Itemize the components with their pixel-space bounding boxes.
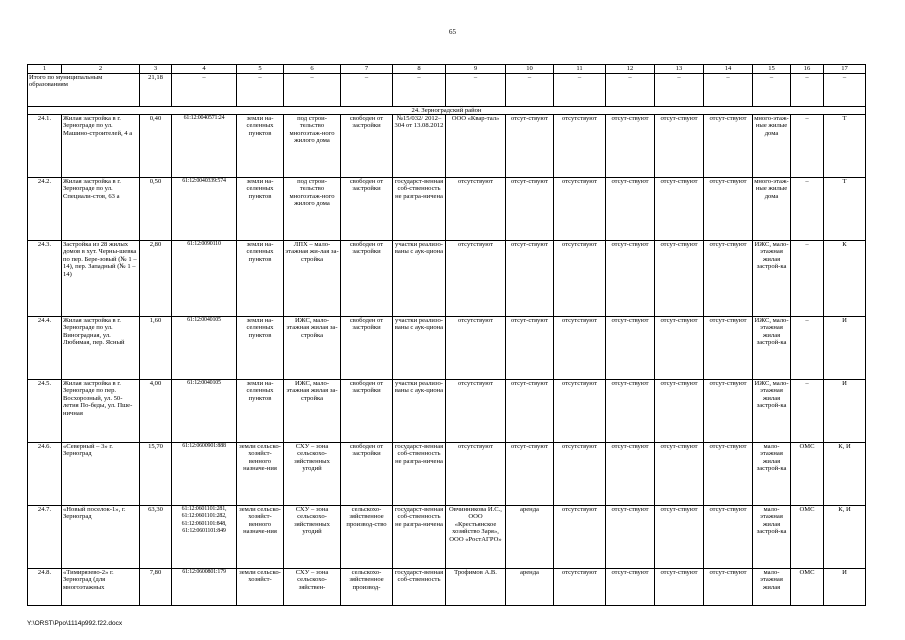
table-cell-col14: отсут-ствуют xyxy=(704,569,753,606)
table-cell-col16: – xyxy=(791,241,824,317)
table-cell-col5: земли на-селенных пунктов xyxy=(237,241,284,317)
table-row xyxy=(28,241,866,317)
table-cell-col1: 24.3. xyxy=(28,241,62,317)
table-cell-col11: отсутствуют xyxy=(554,506,606,569)
table-cell-col17: Т xyxy=(824,178,866,241)
total-dash: – xyxy=(393,74,446,107)
table-cell-col10: аренда xyxy=(506,506,554,569)
table-row xyxy=(28,443,866,506)
table-cell-col17: К, И xyxy=(824,443,866,506)
total-dash: – xyxy=(284,74,341,107)
table-cell-col11: отсутствуют xyxy=(554,443,606,506)
table-cell-col16: – xyxy=(791,115,824,178)
table-row xyxy=(28,115,866,178)
table-row xyxy=(28,317,866,380)
total-dash: – xyxy=(606,74,655,107)
section-title: 24. Зерноградский район xyxy=(28,107,866,115)
table-cell-col6: под строи-тельство многоэтаж-ного жилого дома xyxy=(284,178,341,241)
table-cell-col13: отсут-ствуют xyxy=(655,443,704,506)
table-cell-col3: 15,70 xyxy=(140,443,172,506)
table-cell-col12: отсут-ствуют xyxy=(606,241,655,317)
table-row xyxy=(28,506,866,569)
table-row xyxy=(28,178,866,241)
table-cell-col7: свободен от застройки xyxy=(341,380,393,443)
table-cell-col16: ОМС xyxy=(791,506,824,569)
table-cell-col17: Т xyxy=(824,115,866,178)
total-dash: – xyxy=(506,74,554,107)
table-cell-col17: И xyxy=(824,569,866,606)
col-header: 1 xyxy=(28,65,62,74)
table-cell-col13: отсут-ствуют xyxy=(655,569,704,606)
table-cell-col2: Жилая застройка в г. Зернограде по ул. Машино-строителей, 4 а xyxy=(62,115,140,178)
table-cell-col6: под строи-тельство многоэтаж-ного жилого дома xyxy=(284,115,341,178)
total-row xyxy=(28,74,866,107)
table-cell-col15: ИЖС, мало-этажная жилая застрой-ка xyxy=(753,241,791,317)
table-cell-col15: ИЖС, мало-этажная жилая застрой-ка xyxy=(753,317,791,380)
table-cell-col11: отсутствуют xyxy=(554,380,606,443)
table-cell-col16: – xyxy=(791,317,824,380)
table-cell-col15: много-этаж-ные жилые дома xyxy=(753,115,791,178)
table-cell-col4: 61:12:0090110 xyxy=(172,241,237,317)
table-cell-col14: отсут-ствуют xyxy=(704,380,753,443)
table-cell-col7: свободен от застройки xyxy=(341,241,393,317)
table-cell-col14: отсут-ствуют xyxy=(704,178,753,241)
table-cell-col17: К, И xyxy=(824,506,866,569)
table-cell-col8: государст-венная соб-ственность xyxy=(393,569,446,606)
table-cell-col4: 61:12:0040339:574 xyxy=(172,178,237,241)
table-cell-col16: – xyxy=(791,178,824,241)
table-cell-col1: 24.1. xyxy=(28,115,62,178)
total-dash: – xyxy=(655,74,704,107)
table-cell-col10: отсут-ствуют xyxy=(506,115,554,178)
table-cell-col8: участки реализо-ваны с аук-циона xyxy=(393,241,446,317)
total-dash: – xyxy=(791,74,824,107)
table-cell-col8: №15/032/ 2012–304 от 13.08.2012 xyxy=(393,115,446,178)
table-cell-col12: отсут-ствуют xyxy=(606,317,655,380)
table-cell-col5: земли сельско-хозяйст-венного назначе-ния xyxy=(237,443,284,506)
table-cell-col8: государст-венная соб-ственность не разгра-ничена xyxy=(393,178,446,241)
table-cell-col9: отсутствуют xyxy=(446,241,506,317)
table-cell-col4: 61:12:0601101:281, 61:12:0601101:282, 61:12:0601101:848, 61:12:0601101:849 xyxy=(172,506,237,569)
table-cell-col7: свободен от застройки xyxy=(341,178,393,241)
table-cell-col10: отсут-ствуют xyxy=(506,241,554,317)
table-cell-col13: отсут-ствуют xyxy=(655,178,704,241)
table-cell-col4: 61:12:0600901:888 xyxy=(172,443,237,506)
page-number: 65 xyxy=(449,28,456,36)
table-cell-col3: 63,30 xyxy=(140,506,172,569)
col-header: 11 xyxy=(554,65,606,74)
table-cell-col11: отсутствуют xyxy=(554,241,606,317)
table-row xyxy=(28,569,866,606)
table-cell-col15: мало-этажная жилая xyxy=(753,569,791,606)
table-cell-col13: отсут-ствуют xyxy=(655,317,704,380)
table-cell-col16: – xyxy=(791,380,824,443)
table-cell-col1: 24.6. xyxy=(28,443,62,506)
table-cell-col1: 24.2. xyxy=(28,178,62,241)
table-cell-col13: отсут-ствуют xyxy=(655,506,704,569)
table-cell-col10: отсут-ствуют xyxy=(506,317,554,380)
table-cell-col17: И xyxy=(824,380,866,443)
col-header: 7 xyxy=(341,65,393,74)
table-cell-col9: отсутствуют xyxy=(446,178,506,241)
table-cell-col6: ИЖС, мало-этажная жилая за-стройка xyxy=(284,380,341,443)
table-cell-col14: отсут-ствуют xyxy=(704,115,753,178)
total-dash: – xyxy=(554,74,606,107)
total-dash: – xyxy=(237,74,284,107)
table-cell-col6: ИЖС, мало-этажная жилая за-стройка xyxy=(284,317,341,380)
table-cell-col15: много-этаж-ные жилые дома xyxy=(753,178,791,241)
table-cell-col11: отсутствуют xyxy=(554,115,606,178)
col-header: 5 xyxy=(237,65,284,74)
col-header: 13 xyxy=(655,65,704,74)
table-cell-col10: отсут-ствуют xyxy=(506,380,554,443)
table-cell-col3: 7,80 xyxy=(140,569,172,606)
table-cell-col11: отсутствуют xyxy=(554,178,606,241)
table-cell-col9: отсутствуют xyxy=(446,380,506,443)
table-cell-col8: участки реализо-ваны с аук-циона xyxy=(393,380,446,443)
table-cell-col3: 4,00 xyxy=(140,380,172,443)
table-cell-col7: сельскохо-зяйственное производ- xyxy=(341,569,393,606)
table-cell-col3: 1,60 xyxy=(140,317,172,380)
table-cell-col5: земли на-селенных пунктов xyxy=(237,380,284,443)
table-cell-col14: отсут-ствуют xyxy=(704,443,753,506)
table-cell-col9: отсутствуют xyxy=(446,443,506,506)
table-cell-col2: «Тимирязево-2» г. Зерноград (для многоэтажных xyxy=(62,569,140,606)
total-label: Итого по муниципальным образованиям xyxy=(28,74,140,107)
table-cell-col1: 24.7. xyxy=(28,506,62,569)
table-cell-col7: свободен от застройки xyxy=(341,115,393,178)
table-cell-col16: ОМС xyxy=(791,569,824,606)
table-cell-col12: отсут-ствуют xyxy=(606,178,655,241)
table-cell-col12: отсут-ствуют xyxy=(606,380,655,443)
table-cell-col5: земли на-селенных пунктов xyxy=(237,115,284,178)
land-plots-table xyxy=(27,64,866,606)
total-dash: – xyxy=(341,74,393,107)
table-cell-col10: отсут-ствуют xyxy=(506,178,554,241)
table-cell-col10: отсут-ствуют xyxy=(506,443,554,506)
table-cell-col13: отсут-ствуют xyxy=(655,380,704,443)
col-header: 14 xyxy=(704,65,753,74)
file-path-footer: Y:\ORST\Ppo\1114p992.f22.docx xyxy=(27,620,123,627)
table-cell-col8: государст-венная соб-ственность не разгра-ничена xyxy=(393,506,446,569)
col-header: 17 xyxy=(824,65,866,74)
table-row xyxy=(28,380,866,443)
table-cell-col17: И xyxy=(824,317,866,380)
col-header: 4 xyxy=(172,65,237,74)
table-cell-col2: Жилая застройка в г. Зернограде по пер. Восхорозный, ул. 50-летия По-беды, ул. Пше-ничная xyxy=(62,380,140,443)
table-cell-col9: отсутствуют xyxy=(446,317,506,380)
table-cell-col9: ООО «Квар-тал» xyxy=(446,115,506,178)
col-header: 15 xyxy=(753,65,791,74)
table-cell-col5: земли сельско-хозяйст- xyxy=(237,569,284,606)
col-header: 16 xyxy=(791,65,824,74)
table-cell-col7: свободен от застройки xyxy=(341,317,393,380)
col-header: 6 xyxy=(284,65,341,74)
table-cell-col2: Жилая застройка в г. Зернограде по ул. Виноградная, ул. Любимая, пер. Ясный xyxy=(62,317,140,380)
table-cell-col6: СХУ – зона сельскохо-зяйственных угодий xyxy=(284,443,341,506)
table-cell-col2: Застройка из 28 жилых домов в хут. Черны-шевка по пер. Бере-зовый (№ 1 – 14), пер. Западный (№ 1 – 14) xyxy=(62,241,140,317)
total-dash: – xyxy=(172,74,237,107)
total-dash: – xyxy=(704,74,753,107)
table-cell-col4: 61:12:0600801:179 xyxy=(172,569,237,606)
col-header: 12 xyxy=(606,65,655,74)
table-cell-col11: отсутствуют xyxy=(554,317,606,380)
total-area: 21,18 xyxy=(140,74,172,107)
table-cell-col12: отсут-ствуют xyxy=(606,506,655,569)
table-cell-col5: земли сельско-хозяйст-венного назначе-ния xyxy=(237,506,284,569)
table-cell-col6: СХУ – зона сельскохо-зяйствен- xyxy=(284,569,341,606)
table-cell-col14: отсут-ствуют xyxy=(704,241,753,317)
table-cell-col3: 2,80 xyxy=(140,241,172,317)
col-header: 9 xyxy=(446,65,506,74)
table-cell-col13: отсут-ствуют xyxy=(655,241,704,317)
table-cell-col9: Трофимов А.В. xyxy=(446,569,506,606)
table-cell-col5: земли на-селенных пунктов xyxy=(237,178,284,241)
table-cell-col3: 0,40 xyxy=(140,115,172,178)
table-cell-col6: СХУ – зона сельскохо-зяйственных угодий xyxy=(284,506,341,569)
table-cell-col16: ОМС xyxy=(791,443,824,506)
table-cell-col4: 61:12:0040105 xyxy=(172,317,237,380)
table-cell-col15: мало-этажная жилая застрой-ка xyxy=(753,443,791,506)
table-cell-col10: аренда xyxy=(506,569,554,606)
table-cell-col12: отсут-ствуют xyxy=(606,443,655,506)
table-cell-col11: отсутствуют xyxy=(554,569,606,606)
table-cell-col3: 0,50 xyxy=(140,178,172,241)
table-cell-col14: отсут-ствуют xyxy=(704,317,753,380)
table-cell-col15: ИЖС, мало-этажная жилая застрой-ка xyxy=(753,380,791,443)
col-header: 10 xyxy=(506,65,554,74)
column-number-row xyxy=(28,65,866,74)
table-cell-col8: государст-венная соб-ственность не разгра-ничена xyxy=(393,443,446,506)
col-header: 8 xyxy=(393,65,446,74)
table-cell-col15: мало-этажная жилая застрой-ка xyxy=(753,506,791,569)
col-header: 2 xyxy=(62,65,140,74)
table-cell-col6: ЛПХ – мало-этажная жи-лая за-стройка xyxy=(284,241,341,317)
col-header: 3 xyxy=(140,65,172,74)
table-cell-col5: земли на-селенных пунктов xyxy=(237,317,284,380)
table-cell-col1: 24.4. xyxy=(28,317,62,380)
table-cell-col14: отсут-ствуют xyxy=(704,506,753,569)
table-cell-col12: отсут-ствуют xyxy=(606,115,655,178)
table-cell-col2: «Северный – 3» г. Зерноград xyxy=(62,443,140,506)
section-row xyxy=(28,107,866,115)
table-cell-col4: 61:12:0040571:24 xyxy=(172,115,237,178)
table-cell-col7: свободен от застройки xyxy=(341,443,393,506)
table-cell-col4: 61:12:0040105 xyxy=(172,380,237,443)
table-cell-col1: 24.8. xyxy=(28,569,62,606)
table-cell-col12: отсут-ствуют xyxy=(606,569,655,606)
table-cell-col13: отсут-ствуют xyxy=(655,115,704,178)
table-cell-col2: «Новый поселок-1», г. Зерноград xyxy=(62,506,140,569)
table-cell-col17: К xyxy=(824,241,866,317)
table-cell-col9: Овчинникова И.С., ООО «Крестьянское хозяйство Заря», ООО «РостАГРО» xyxy=(446,506,506,569)
table-cell-col7: сельскохо-зяйственное производ-ство xyxy=(341,506,393,569)
table-cell-col2: Жилая застройка в г. Зернограде по ул. Специали-стов, 63 а xyxy=(62,178,140,241)
total-dash: – xyxy=(446,74,506,107)
total-dash: – xyxy=(824,74,866,107)
total-dash: – xyxy=(753,74,791,107)
table-cell-col8: участки реализо-ваны с аук-циона xyxy=(393,317,446,380)
table-cell-col1: 24.5. xyxy=(28,380,62,443)
